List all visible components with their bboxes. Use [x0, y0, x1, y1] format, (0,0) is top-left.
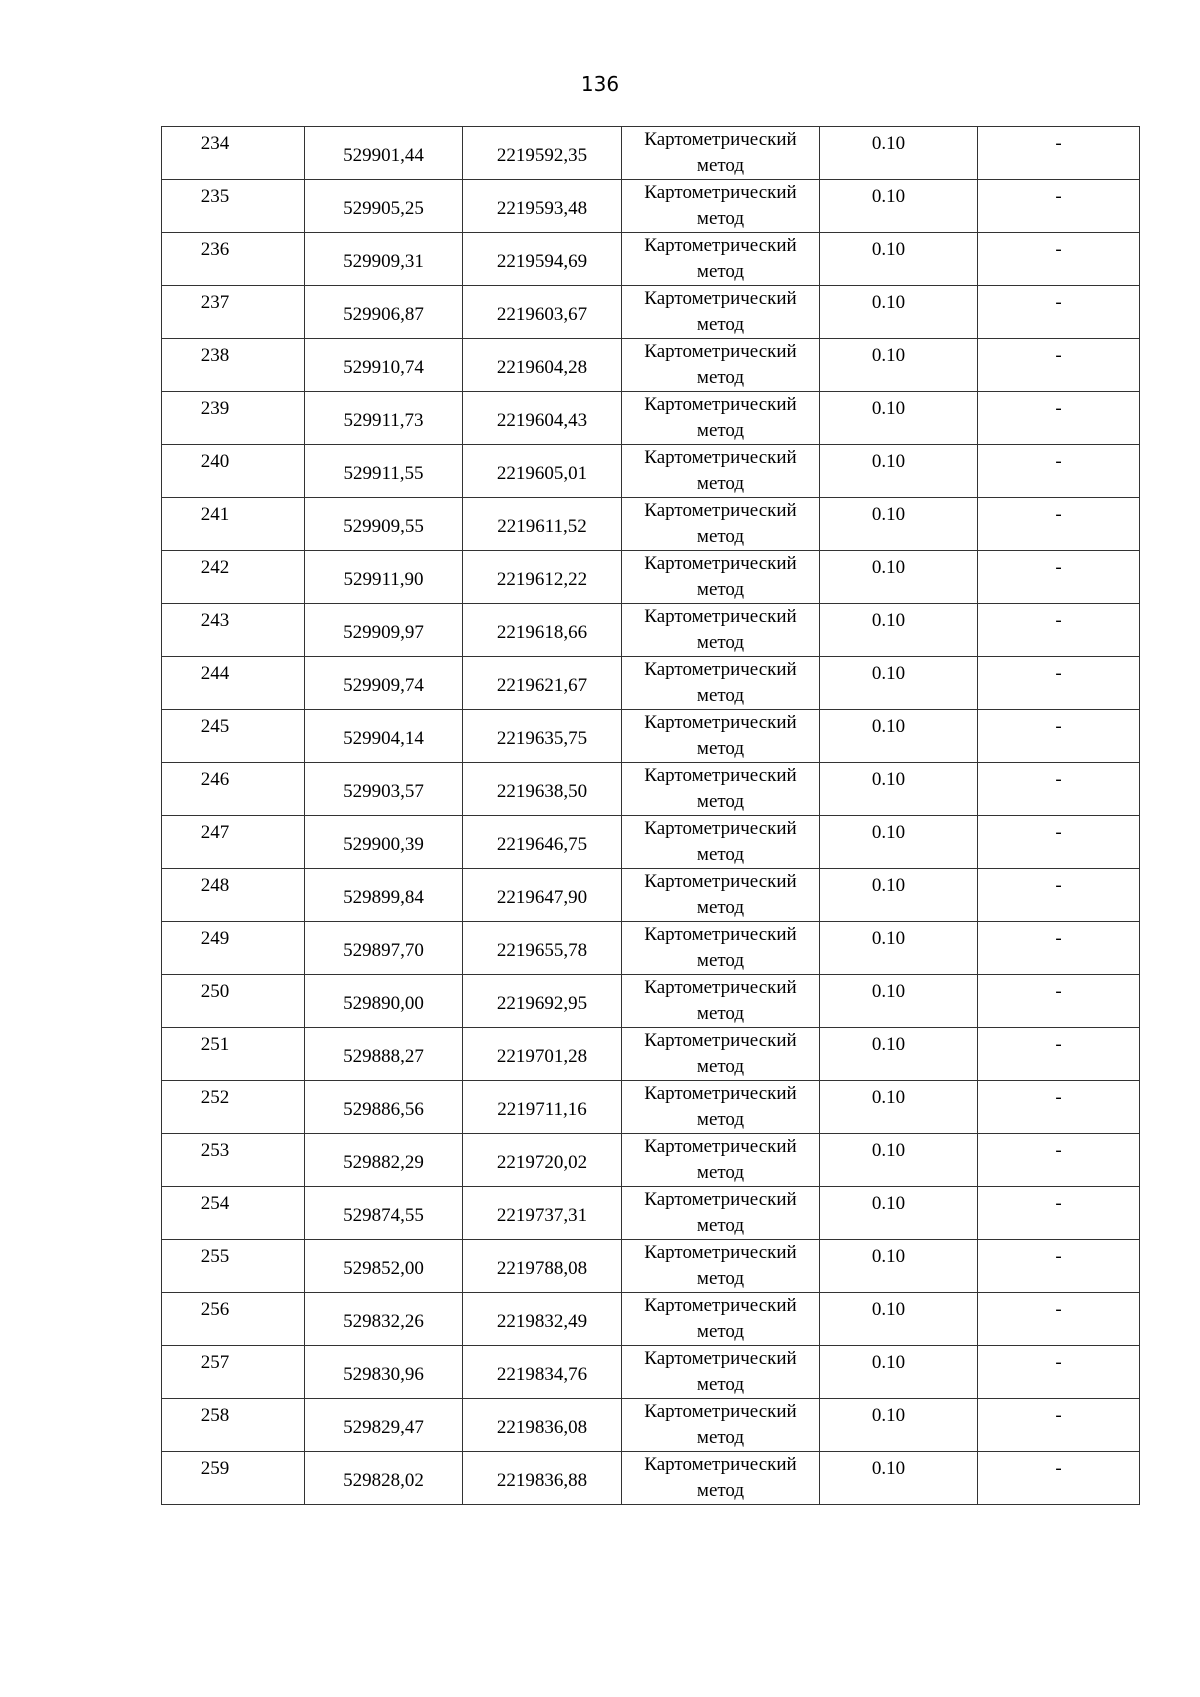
table-row [162, 1293, 1140, 1346]
method-cell [622, 180, 820, 233]
table-row [162, 1240, 1140, 1293]
method-line-1: Картометрический [644, 1295, 797, 1316]
table-row [162, 1187, 1140, 1240]
note-cell: - [978, 1346, 1140, 1399]
note-cell: - [978, 1399, 1140, 1452]
note-cell: - [978, 286, 1140, 339]
x-coordinate-cell: 529832,26 [305, 1293, 463, 1346]
y-coordinate-cell: 2219720,02 [463, 1134, 622, 1187]
point-number-cell: 240 [162, 445, 305, 498]
method-cell [622, 1346, 820, 1399]
accuracy-cell: 0.10 [820, 445, 978, 498]
method-line-2: метод [696, 1215, 745, 1236]
accuracy-cell: 0.10 [820, 1134, 978, 1187]
point-number-cell: 243 [162, 604, 305, 657]
accuracy-cell: 0.10 [820, 392, 978, 445]
accuracy-cell: 0.10 [820, 551, 978, 604]
method-line-2: метод [696, 1003, 745, 1024]
table-row [162, 604, 1140, 657]
method-line-1: Картометрический [644, 1083, 797, 1104]
x-coordinate-cell: 529830,96 [305, 1346, 463, 1399]
method-line-2: метод [696, 1268, 745, 1289]
y-coordinate-cell: 2219737,31 [463, 1187, 622, 1240]
y-coordinate-cell: 2219788,08 [463, 1240, 622, 1293]
method-line-1: Картометрический [644, 1401, 797, 1422]
table-row [162, 816, 1140, 869]
note-cell: - [978, 551, 1140, 604]
note-cell: - [978, 922, 1140, 975]
method-line-2: метод [696, 738, 745, 759]
note-cell: - [978, 445, 1140, 498]
method-line-2: метод [696, 632, 745, 653]
method-line-1: Картометрический [644, 553, 797, 574]
point-number-cell: 236 [162, 233, 305, 286]
point-number-cell: 248 [162, 869, 305, 922]
note-cell: - [978, 233, 1140, 286]
table-row [162, 233, 1140, 286]
method-cell [622, 286, 820, 339]
method-line-1: Картометрический [644, 500, 797, 521]
accuracy-cell: 0.10 [820, 1399, 978, 1452]
method-line-2: метод [696, 791, 745, 812]
table-row [162, 1399, 1140, 1452]
method-cell [622, 604, 820, 657]
y-coordinate-cell: 2219604,43 [463, 392, 622, 445]
method-cell [622, 1187, 820, 1240]
table-row [162, 339, 1140, 392]
y-coordinate-cell: 2219611,52 [463, 498, 622, 551]
note-cell: - [978, 816, 1140, 869]
method-line-2: метод [696, 1056, 745, 1077]
method-cell [622, 1081, 820, 1134]
accuracy-cell: 0.10 [820, 763, 978, 816]
table-row [162, 1452, 1140, 1505]
note-cell: - [978, 710, 1140, 763]
method-line-1: Картометрический [644, 712, 797, 733]
table-row [162, 498, 1140, 551]
method-line-2: метод [696, 261, 745, 282]
method-line-2: метод [696, 367, 745, 388]
accuracy-cell: 0.10 [820, 657, 978, 710]
point-number-cell: 255 [162, 1240, 305, 1293]
note-cell: - [978, 1134, 1140, 1187]
method-line-2: метод [696, 897, 745, 918]
accuracy-cell: 0.10 [820, 339, 978, 392]
x-coordinate-cell: 529886,56 [305, 1081, 463, 1134]
accuracy-cell: 0.10 [820, 1081, 978, 1134]
table-row [162, 127, 1140, 180]
method-cell [622, 1240, 820, 1293]
method-cell [622, 233, 820, 286]
point-number-cell: 246 [162, 763, 305, 816]
y-coordinate-cell: 2219621,67 [463, 657, 622, 710]
note-cell: - [978, 975, 1140, 1028]
table-row [162, 975, 1140, 1028]
note-cell: - [978, 1028, 1140, 1081]
accuracy-cell: 0.10 [820, 233, 978, 286]
method-line-2: метод [696, 208, 745, 229]
method-cell [622, 657, 820, 710]
x-coordinate-cell: 529909,55 [305, 498, 463, 551]
x-coordinate-cell: 529828,02 [305, 1452, 463, 1505]
point-number-cell: 238 [162, 339, 305, 392]
method-cell [622, 1399, 820, 1452]
method-line-2: метод [696, 526, 745, 547]
method-line-2: метод [696, 155, 745, 176]
coordinates-table-body [162, 127, 1140, 1505]
point-number-cell: 250 [162, 975, 305, 1028]
method-cell [622, 763, 820, 816]
method-cell [622, 869, 820, 922]
note-cell: - [978, 127, 1140, 180]
table-row [162, 922, 1140, 975]
accuracy-cell: 0.10 [820, 498, 978, 551]
coordinates-table [161, 126, 1140, 1505]
method-line-1: Картометрический [644, 288, 797, 309]
point-number-cell: 254 [162, 1187, 305, 1240]
accuracy-cell: 0.10 [820, 710, 978, 763]
method-line-1: Картометрический [644, 129, 797, 150]
method-line-1: Картометрический [644, 1189, 797, 1210]
accuracy-cell: 0.10 [820, 1187, 978, 1240]
table-row [162, 180, 1140, 233]
point-number-cell: 241 [162, 498, 305, 551]
point-number-cell: 242 [162, 551, 305, 604]
method-line-1: Картометрический [644, 606, 797, 627]
method-line-1: Картометрический [644, 341, 797, 362]
method-cell [622, 975, 820, 1028]
point-number-cell: 257 [162, 1346, 305, 1399]
accuracy-cell: 0.10 [820, 1452, 978, 1505]
method-cell [622, 392, 820, 445]
point-number-cell: 235 [162, 180, 305, 233]
x-coordinate-cell: 529911,73 [305, 392, 463, 445]
point-number-cell: 252 [162, 1081, 305, 1134]
note-cell: - [978, 1240, 1140, 1293]
method-cell [622, 1134, 820, 1187]
x-coordinate-cell: 529909,97 [305, 604, 463, 657]
y-coordinate-cell: 2219836,08 [463, 1399, 622, 1452]
x-coordinate-cell: 529911,90 [305, 551, 463, 604]
table-row [162, 710, 1140, 763]
x-coordinate-cell: 529906,87 [305, 286, 463, 339]
method-line-2: метод [696, 1374, 745, 1395]
method-line-2: метод [696, 1162, 745, 1183]
point-number-cell: 234 [162, 127, 305, 180]
y-coordinate-cell: 2219701,28 [463, 1028, 622, 1081]
x-coordinate-cell: 529890,00 [305, 975, 463, 1028]
point-number-cell: 245 [162, 710, 305, 763]
method-line-1: Картометрический [644, 924, 797, 945]
method-line-2: метод [696, 1480, 745, 1501]
method-cell [622, 1452, 820, 1505]
method-cell [622, 498, 820, 551]
method-line-2: метод [696, 1427, 745, 1448]
note-cell: - [978, 657, 1140, 710]
y-coordinate-cell: 2219592,35 [463, 127, 622, 180]
method-line-2: метод [696, 420, 745, 441]
point-number-cell: 247 [162, 816, 305, 869]
y-coordinate-cell: 2219834,76 [463, 1346, 622, 1399]
y-coordinate-cell: 2219836,88 [463, 1452, 622, 1505]
accuracy-cell: 0.10 [820, 922, 978, 975]
table-row [162, 1028, 1140, 1081]
note-cell: - [978, 1293, 1140, 1346]
method-cell [622, 551, 820, 604]
method-line-2: метод [696, 473, 745, 494]
note-cell: - [978, 1187, 1140, 1240]
method-line-2: метод [696, 1109, 745, 1130]
table-row [162, 551, 1140, 604]
note-cell: - [978, 392, 1140, 445]
method-cell [622, 339, 820, 392]
point-number-cell: 258 [162, 1399, 305, 1452]
method-line-1: Картометрический [644, 182, 797, 203]
table-row [162, 763, 1140, 816]
method-line-1: Картометрический [644, 235, 797, 256]
table-row [162, 392, 1140, 445]
x-coordinate-cell: 529903,57 [305, 763, 463, 816]
y-coordinate-cell: 2219646,75 [463, 816, 622, 869]
y-coordinate-cell: 2219638,50 [463, 763, 622, 816]
method-cell [622, 816, 820, 869]
method-line-1: Картометрический [644, 1136, 797, 1157]
method-line-1: Картометрический [644, 659, 797, 680]
method-line-2: метод [696, 685, 745, 706]
method-cell [622, 445, 820, 498]
y-coordinate-cell: 2219618,66 [463, 604, 622, 657]
y-coordinate-cell: 2219647,90 [463, 869, 622, 922]
accuracy-cell: 0.10 [820, 975, 978, 1028]
y-coordinate-cell: 2219832,49 [463, 1293, 622, 1346]
method-line-1: Картометрический [644, 1030, 797, 1051]
method-line-2: метод [696, 950, 745, 971]
table-row [162, 657, 1140, 710]
point-number-cell: 237 [162, 286, 305, 339]
method-line-1: Картометрический [644, 447, 797, 468]
table-row [162, 286, 1140, 339]
note-cell: - [978, 180, 1140, 233]
method-line-1: Картометрический [644, 818, 797, 839]
y-coordinate-cell: 2219605,01 [463, 445, 622, 498]
point-number-cell: 249 [162, 922, 305, 975]
x-coordinate-cell: 529911,55 [305, 445, 463, 498]
method-line-2: метод [696, 1321, 745, 1342]
accuracy-cell: 0.10 [820, 1028, 978, 1081]
note-cell: - [978, 498, 1140, 551]
method-line-1: Картометрический [644, 1242, 797, 1263]
y-coordinate-cell: 2219594,69 [463, 233, 622, 286]
point-number-cell: 239 [162, 392, 305, 445]
point-number-cell: 244 [162, 657, 305, 710]
x-coordinate-cell: 529882,29 [305, 1134, 463, 1187]
accuracy-cell: 0.10 [820, 1240, 978, 1293]
y-coordinate-cell: 2219692,95 [463, 975, 622, 1028]
table-row [162, 1081, 1140, 1134]
x-coordinate-cell: 529909,74 [305, 657, 463, 710]
x-coordinate-cell: 529829,47 [305, 1399, 463, 1452]
accuracy-cell: 0.10 [820, 816, 978, 869]
note-cell: - [978, 763, 1140, 816]
accuracy-cell: 0.10 [820, 286, 978, 339]
table-row [162, 1346, 1140, 1399]
method-line-1: Картометрический [644, 394, 797, 415]
point-number-cell: 259 [162, 1452, 305, 1505]
accuracy-cell: 0.10 [820, 1346, 978, 1399]
note-cell: - [978, 1081, 1140, 1134]
x-coordinate-cell: 529852,00 [305, 1240, 463, 1293]
method-cell [622, 710, 820, 763]
method-line-1: Картометрический [644, 765, 797, 786]
point-number-cell: 256 [162, 1293, 305, 1346]
x-coordinate-cell: 529910,74 [305, 339, 463, 392]
table-row [162, 445, 1140, 498]
x-coordinate-cell: 529899,84 [305, 869, 463, 922]
accuracy-cell: 0.10 [820, 127, 978, 180]
method-line-1: Картометрический [644, 1348, 797, 1369]
y-coordinate-cell: 2219593,48 [463, 180, 622, 233]
x-coordinate-cell: 529904,14 [305, 710, 463, 763]
x-coordinate-cell: 529901,44 [305, 127, 463, 180]
point-number-cell: 251 [162, 1028, 305, 1081]
method-line-2: метод [696, 579, 745, 600]
method-line-1: Картометрический [644, 1454, 797, 1475]
note-cell: - [978, 869, 1140, 922]
x-coordinate-cell: 529909,31 [305, 233, 463, 286]
accuracy-cell: 0.10 [820, 869, 978, 922]
y-coordinate-cell: 2219603,67 [463, 286, 622, 339]
x-coordinate-cell: 529897,70 [305, 922, 463, 975]
accuracy-cell: 0.10 [820, 604, 978, 657]
note-cell: - [978, 604, 1140, 657]
method-cell [622, 127, 820, 180]
table-row [162, 1134, 1140, 1187]
point-number-cell: 253 [162, 1134, 305, 1187]
accuracy-cell: 0.10 [820, 180, 978, 233]
method-line-1: Картометрический [644, 871, 797, 892]
y-coordinate-cell: 2219635,75 [463, 710, 622, 763]
method-cell [622, 922, 820, 975]
y-coordinate-cell: 2219711,16 [463, 1081, 622, 1134]
method-line-2: метод [696, 314, 745, 335]
note-cell: - [978, 1452, 1140, 1505]
x-coordinate-cell: 529900,39 [305, 816, 463, 869]
x-coordinate-cell: 529874,55 [305, 1187, 463, 1240]
x-coordinate-cell: 529888,27 [305, 1028, 463, 1081]
y-coordinate-cell: 2219655,78 [463, 922, 622, 975]
method-line-1: Картометрический [644, 977, 797, 998]
method-line-2: метод [696, 844, 745, 865]
table-row [162, 869, 1140, 922]
y-coordinate-cell: 2219604,28 [463, 339, 622, 392]
accuracy-cell: 0.10 [820, 1293, 978, 1346]
note-cell: - [978, 339, 1140, 392]
method-cell [622, 1293, 820, 1346]
x-coordinate-cell: 529905,25 [305, 180, 463, 233]
page-number: 136 [580, 72, 620, 96]
method-cell [622, 1028, 820, 1081]
y-coordinate-cell: 2219612,22 [463, 551, 622, 604]
